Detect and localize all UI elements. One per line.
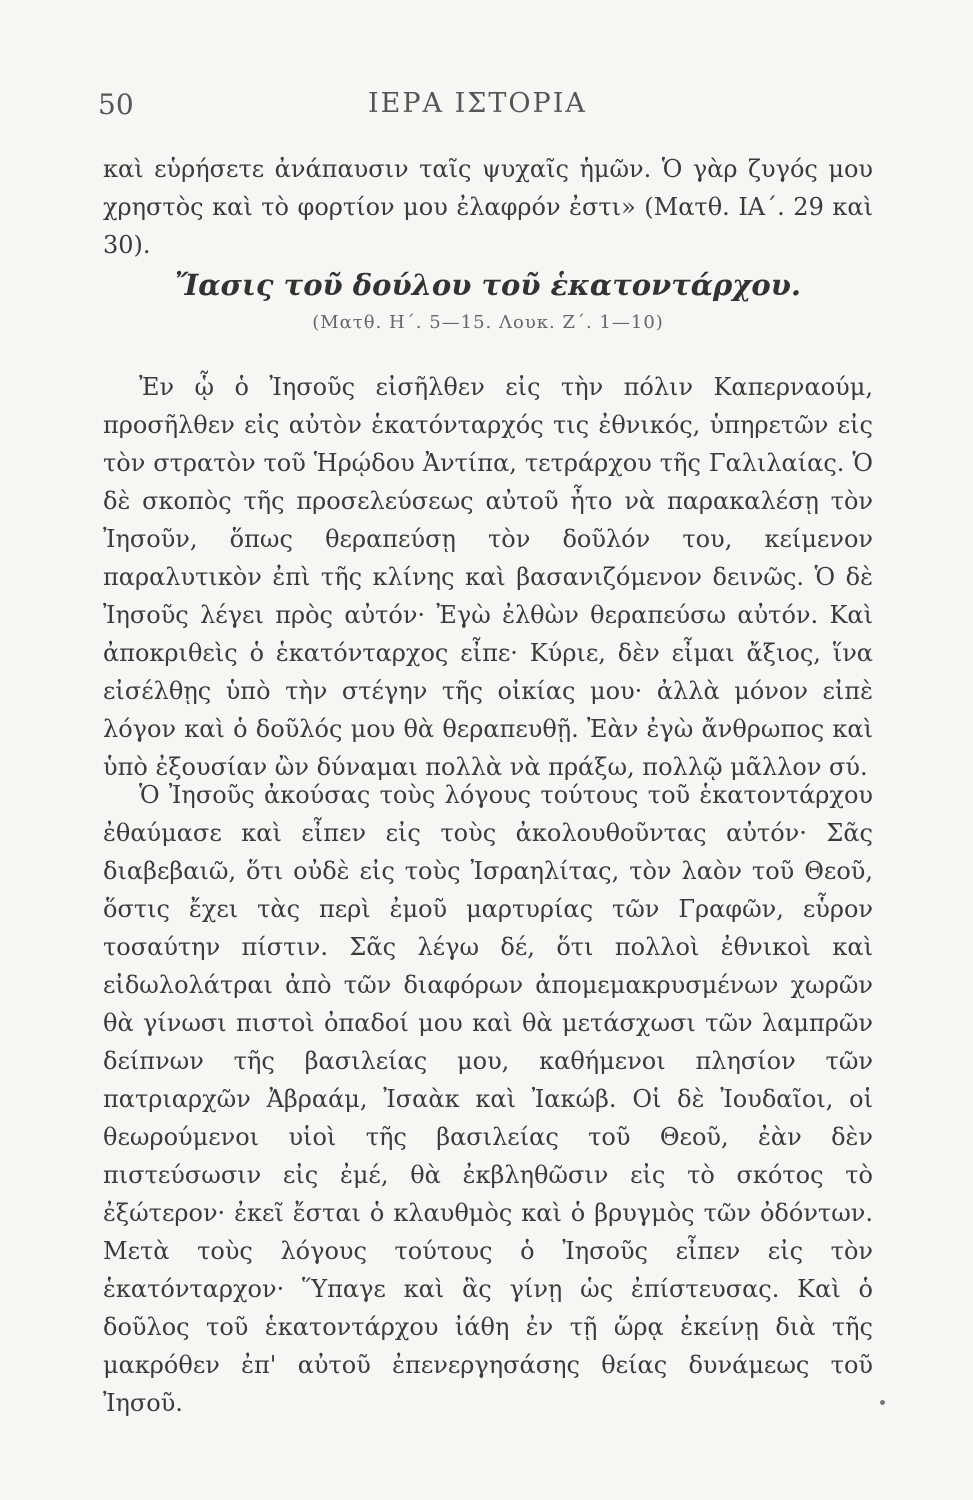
ink-speck — [880, 1400, 885, 1405]
continuation-text: καὶ εὑρήσετε ἀνάπαυσιν ταῖς ψυχαῖς ἡμῶν. Ὁ γὰρ ζυγός μου χρηστὸς καὶ τὸ φορτίον μου ἐλαφρόν ἐστι» (Ματθ. ΙΑ΄. 29 καὶ 30). — [103, 155, 873, 259]
section-title: Ἴασις τοῦ δούλου τοῦ ἑκατοντάρχου. — [175, 268, 801, 302]
paragraph-2: Ὁ Ἰησοῦς ἀκούσας τοὺς λόγους τούτους τοῦ ἑκατοντάρχου ἐθαύμασε καὶ εἶπεν εἰς τοὺς ἀκολουθοῦντας αὐτόν· Σᾶς διαβεβαιῶ, ὅτι οὐδὲ εἰς τοὺς Ἰσραηλίτας, τὸν λαὸν τοῦ Θεοῦ, ὅστις ἔχει τὰς περὶ ἐμοῦ μαρτυρίας τῶν Γραφῶν, εὗρον τοσαύτην πίστιν. Σᾶς λέγω δέ, ὅτι πολλοὶ ἐθνικοὶ καὶ εἰδωλολάτραι ἀπὸ τῶν διαφόρων ἀπομεμακρυσμένων χωρῶν θὰ γίνωσι πιστοὶ ὀπαδοί μου καὶ θὰ μετάσχωσι τῶν λαμπρῶν δείπνων τῆς βασιλείας μου, καθήμενοι πλησίον τῶν πατριαρχῶν Ἀβραάμ, Ἰσαὰκ καὶ Ἰακώβ. Οἱ δὲ Ἰουδαῖοι, οἱ θεωρούμενοι υἱοὶ τῆς βασιλείας τοῦ Θεοῦ, ἐὰν δὲν πιστεύσωσιν εἰς ἐμέ, θὰ ἐκβληθῶσιν εἰς τὸ σκότος τὸ ἐξώτερον· ἐκεῖ ἔσται ὁ κλαυθμὸς καὶ ὁ βρυγμὸς τῶν ὀδόντων. Μετὰ τοὺς λόγους τούτους ὁ Ἰησοῦς εἶπεν εἰς τὸν ἑκατόνταρχον· Ὕπαγε καὶ ἃς γίνῃ ὡς ἐπίστευσας. Καὶ ὁ δοῦλος τοῦ ἑκατοντάρχου ἰάθη ἐν τῇ ὥρᾳ ἐκείνῃ διὰ τῆς μακρόθεν ἐπ' αὐτοῦ ἐπενεργησάσης θείας δυνάμεως τοῦ Ἰησοῦ. — [103, 781, 873, 1417]
page-number: 50 — [98, 88, 134, 121]
running-head — [98, 88, 878, 128]
running-title: ΙΕΡΑ ΙΣΤΟΡΙΑ — [368, 88, 587, 119]
section-citation: (Ματθ. Η΄. 5—15. Λουκ. Ζ΄. 1—10) — [312, 312, 664, 333]
paragraph-1: Ἐν ᾧ ὁ Ἰησοῦς εἰσῆλθεν εἰς τὴν πόλιν Καπερναούμ, προσῆλθεν εἰς αὐτὸν ἑκατόνταρχός τις ἐθνικός, ὑπηρετῶν εἰς τὸν στρατὸν τοῦ Ἡρῴδου Ἀντίπα, τετράρχου τῆς Γαλιλαίας. Ὁ δὲ σκοπὸς τῆς προσελεύσεως αὐτοῦ ἦτο νὰ παρακαλέσῃ τὸν Ἰησοῦν, ὅπως θεραπεύσῃ τὸν δοῦλόν του, κείμενον παραλυτικὸν ἐπὶ τῆς κλίνης καὶ βασανιζόμενον δεινῶς. Ὁ δὲ Ἰησοῦς λέγει πρὸς αὐτόν· Ἐγὼ ἐλθὼν θεραπεύσω αὐτόν. Καὶ ἀποκριθεὶς ὁ ἑκατόνταρχος εἶπε· Κύριε, δὲν εἶμαι ἄξιος, ἵνα εἰσέλθῃς ὑπὸ τὴν στέγην τῆς οἰκίας μου· ἀλλὰ μόνον εἰπὲ λόγον καὶ ὁ δοῦλός μου θὰ θεραπευθῇ. Ἐὰν ἐγὼ ἄνθρωπος καὶ ὑπὸ ἐξουσίαν ὢν δύναμαι πολλὰ νὰ πράξω, πολλῷ μᾶλλον σύ. — [103, 373, 873, 781]
